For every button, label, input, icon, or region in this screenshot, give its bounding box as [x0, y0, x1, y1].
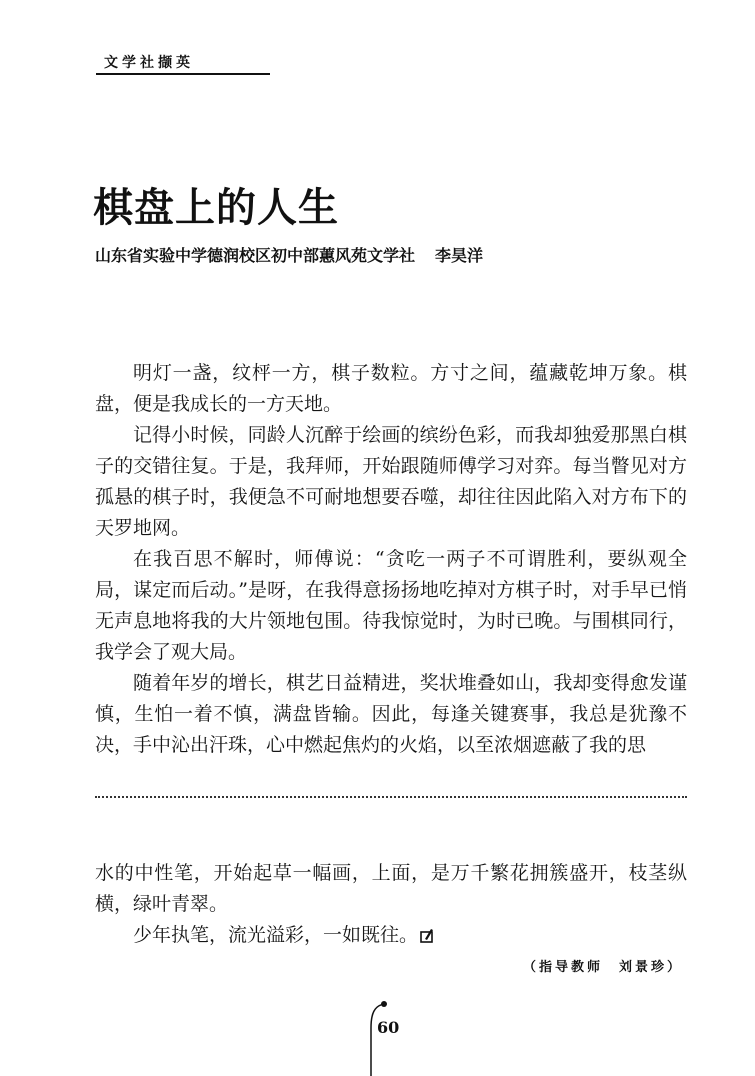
- header-section-label: 文学社撷英: [104, 55, 194, 71]
- article-body-bottom: [95, 858, 687, 951]
- byline: [95, 243, 483, 266]
- article-body-top: [95, 358, 687, 761]
- teacher-credit: （指导教师 刘景珍）: [522, 960, 683, 975]
- paragraph-continued: 水的中性笔，开始起草一幅画，上面，是万千繁花拥簇盛开，枝茎纵横，绿叶青翠。: [95, 862, 687, 915]
- paragraph-final-text: 少年执笔，流光溢彩，一如既往。: [133, 924, 419, 946]
- author-name: 李昊洋: [435, 246, 484, 265]
- article-title: 棋盘上的人生: [93, 185, 339, 231]
- paragraph: 在我百思不解时，师傅说：“贪吃一两子不可谓胜利，要纵观全局，谋定而后动。”是呀，在我得意扬扬地吃掉对方棋子时，对手早已悄无声息地将我的大片领地包围。待我惊觉时，为时已晚。与围棋同行，我学会了观大局。: [95, 548, 687, 663]
- paragraph: 明灯一盏，纹枰一方，棋子数粒。方寸之间，蕴藏乾坤万象。棋盘，便是我成长的一方天地。: [95, 362, 687, 415]
- school-name: 山东省实验中学德润校区初中部蕙风苑文学社: [95, 246, 416, 265]
- paragraph: 记得小时候，同龄人沉醉于绘画的缤纷色彩，而我却独爱那黑白棋子的交错往复。于是，我拜师，开始跟随师傅学习对弈。每当瞥见对方孤悬的棋子时，我便急不可耐地想要吞噬，却往往因此陷入对方布下的天罗地网。: [95, 424, 687, 539]
- pen-in-box-icon: [420, 927, 434, 943]
- header-rule: [96, 73, 270, 75]
- paragraph: 随着年岁的增长，棋艺日益精进，奖状堆叠如山，我却变得愈发谨慎，生怕一着不慎，满盘皆输。因此，每逢关键赛事，我总是犹豫不决，手中沁出汗珠，心中燃起焦灼的火焰，以至浓烟遮蔽了我的思: [95, 672, 687, 756]
- dotted-separator: [95, 796, 687, 798]
- paragraph-final: [95, 920, 687, 951]
- page-number: 60: [377, 1018, 400, 1037]
- page-number-ornament: [360, 998, 400, 1076]
